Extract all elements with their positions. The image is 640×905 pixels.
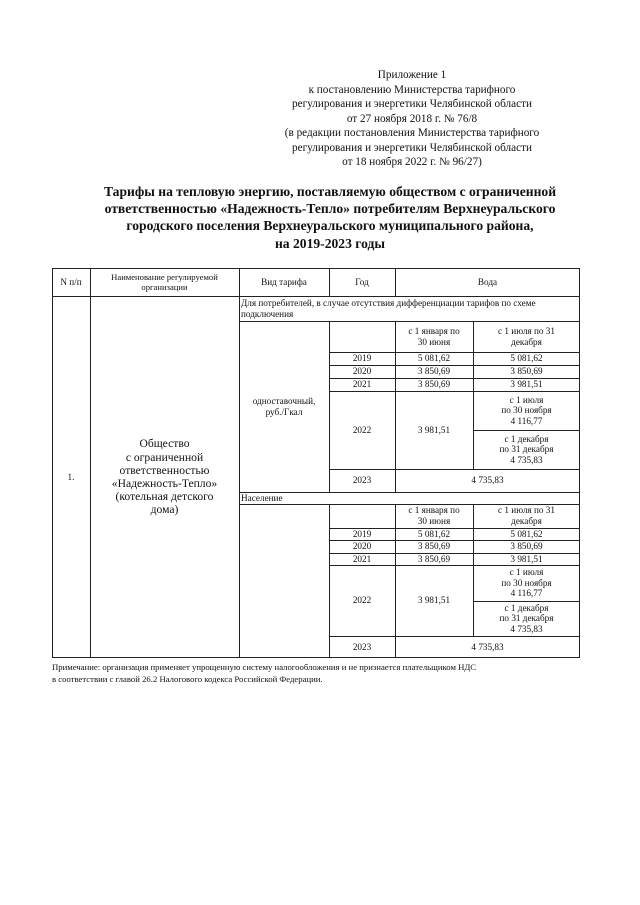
period-header (395, 504, 473, 528)
appendix-line: (в редакции постановления Министерства тарифного (284, 127, 540, 139)
subperiod-value: 4 116,77 (510, 588, 543, 599)
appendix-line: от 27 ноября 2018 г. № 76/8 (346, 112, 478, 125)
period-line: с 1 января по (408, 325, 460, 336)
subperiod-line: по 30 ноября (501, 405, 552, 416)
value-cell (473, 565, 580, 601)
period-header (473, 504, 580, 528)
value-cell: 3 850,69 (510, 541, 543, 552)
section-label-text: Для потребителей, в случае отсутствия дифференциации тарифов по схеме подключения (241, 297, 536, 319)
year-cell: 2022 (352, 424, 372, 435)
year-cell: 2023 (352, 641, 372, 652)
period-header (395, 321, 473, 352)
value-cell (473, 391, 580, 430)
period-line: с 1 января по (408, 505, 460, 516)
subperiod-line: по 30 ноября (501, 577, 552, 588)
year-cell: 2023 (352, 475, 372, 486)
tariff-kind-line: руб./Гкал (265, 406, 303, 417)
header-org-name: Наименование регулируемой организации (111, 272, 218, 292)
value-cell: 3 850,69 (417, 366, 451, 377)
value-cell: 3 850,69 (510, 366, 543, 377)
appendix-line: к постановлению Министерства тарифного (308, 83, 516, 96)
appendix-header (262, 68, 562, 170)
period-line: 30 июня (417, 516, 451, 526)
title-line: на 2019-2023 годы (274, 235, 386, 251)
header-tariff-type: Вид тарифа (261, 276, 307, 287)
header-num: N п/п (60, 276, 82, 287)
value-cell: 5 081,62 (510, 528, 543, 539)
subperiod-value: 4 735,83 (510, 623, 543, 634)
organization-line: (котельная детского (115, 490, 214, 504)
value-cell: 3 981,51 (417, 595, 451, 606)
period-line: с 1 июля по 31 (498, 505, 555, 516)
subperiod-value: 4 735,83 (510, 454, 543, 465)
subperiod-line: с 1 июля (509, 394, 544, 405)
value-cell (473, 601, 580, 636)
organization-line: «Надежность-Тепло» (111, 477, 218, 490)
value-cell: 4 735,83 (471, 641, 504, 652)
title-line: ответственностью «Надежность-Тепло» потребителям Верхнеуральского (104, 201, 556, 217)
organization-line: Общество (139, 437, 190, 451)
value-cell: 5 081,62 (417, 353, 451, 364)
value-cell (473, 430, 580, 469)
appendix-line: регулирования и энергетики Челябинской области (292, 141, 532, 154)
organization-line: дома) (150, 503, 179, 517)
header-water: Вода (477, 276, 498, 287)
value-cell: 3 981,51 (417, 424, 451, 435)
period-line: 30 июня (417, 336, 451, 347)
appendix-line: от 18 ноября 2022 г. № 96/27) (342, 156, 482, 168)
subperiod-line: с 1 декабря (504, 602, 549, 613)
section-label (239, 492, 580, 504)
year-cell: 2021 (352, 379, 372, 390)
subperiod-line: по 31 декабря (499, 444, 554, 455)
footnote-line: в соответствии с главой 26.2 Налогового кодекса Российской Федерации. (52, 674, 323, 684)
value-cell: 4 735,83 (471, 475, 504, 486)
footnote (52, 661, 592, 685)
subperiod-line: с 1 декабря (504, 433, 549, 444)
period-line: декабря (511, 336, 542, 347)
period-line: с 1 июля по 31 (498, 325, 555, 336)
header-year: Год (355, 276, 369, 287)
year-cell: 2020 (352, 366, 372, 377)
tariff-table (52, 268, 580, 658)
year-cell: 2022 (352, 595, 372, 606)
row-number: 1. (67, 471, 75, 482)
value-cell: 5 081,62 (417, 528, 451, 539)
appendix-line: Приложение 1 (377, 69, 447, 81)
organization-name (90, 296, 239, 658)
title-line: Тарифы на тепловую энергию, поставляемую обществом с ограниченной (103, 184, 557, 199)
tariff-kind (239, 321, 329, 492)
year-cell: 2021 (352, 553, 372, 564)
period-line: декабря (511, 516, 542, 526)
value-cell: 3 981,51 (510, 379, 543, 390)
value-cell: 3 850,69 (417, 379, 451, 390)
tariff-kind-line: одноставочный, (252, 395, 316, 406)
subperiod-value: 4 116,77 (510, 415, 543, 426)
subperiod-line: с 1 июля (509, 567, 544, 578)
value-cell: 3 981,51 (510, 553, 543, 564)
year-cell: 2019 (352, 353, 372, 364)
footnote-line: Примечание: организация применяет упрощенную систему налогообложения и не признается плательщиком НДС (52, 662, 477, 672)
value-cell: 3 850,69 (417, 541, 451, 552)
section-label-text: Население (241, 492, 283, 503)
organization-line: с ограниченной (125, 450, 204, 464)
document-title (40, 183, 620, 252)
year-cell: 2019 (352, 528, 372, 539)
year-cell: 2020 (352, 541, 372, 552)
organization-line: ответственностью (119, 463, 210, 477)
period-header (473, 321, 580, 352)
title-line: городского поселения Верхнеуральского муниципального района, (126, 218, 534, 234)
value-cell: 3 850,69 (417, 553, 451, 564)
value-cell: 5 081,62 (510, 353, 543, 364)
subperiod-line: по 31 декабря (499, 613, 554, 624)
section-label (239, 296, 580, 321)
appendix-line: регулирования и энергетики Челябинской области (292, 98, 532, 110)
